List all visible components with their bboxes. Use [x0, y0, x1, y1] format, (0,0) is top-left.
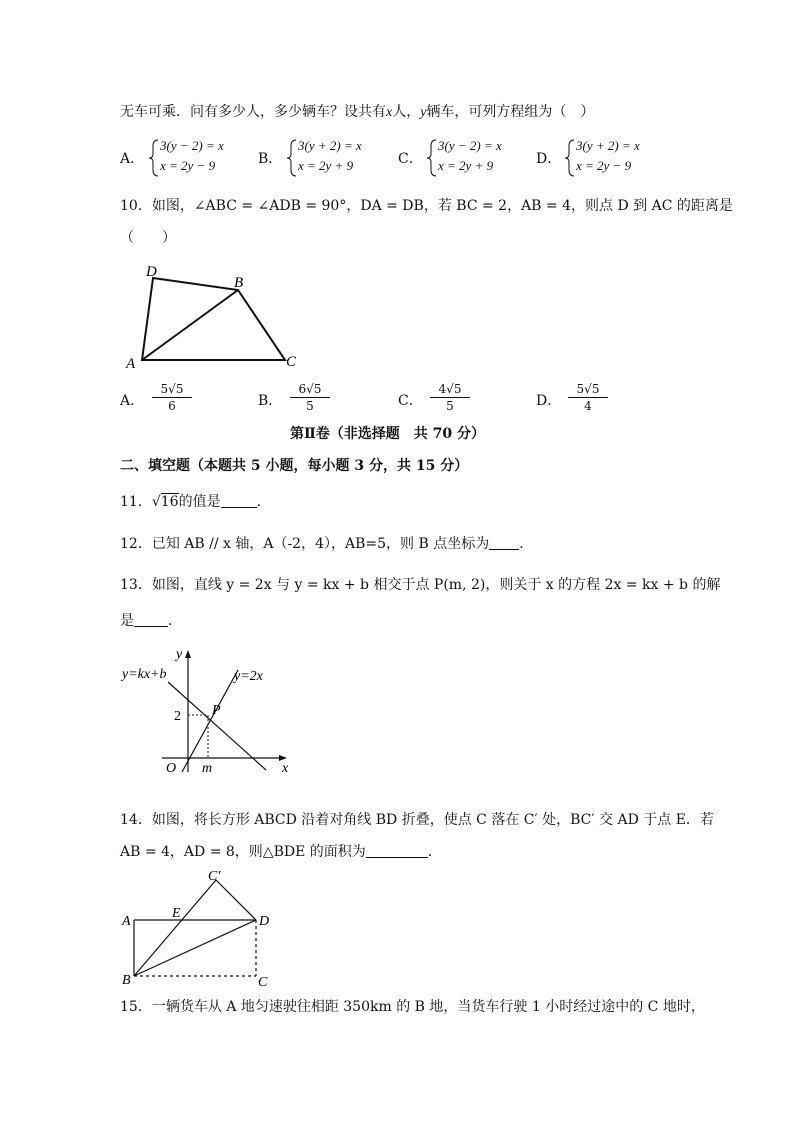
q10-label-d: D [146, 264, 157, 280]
q14-line-cprimed [216, 880, 256, 920]
q12: 12．已知 AB // x 轴，A（-2，4），AB=5，则 B 点坐标为 ． [120, 536, 534, 552]
q10-option-c-fraction: $\frac{4√5}{5}$ [430, 382, 470, 413]
q10-option-a-fraction: $\frac{5√5}{6}$ [152, 382, 192, 413]
q10-label-a: A [126, 356, 136, 372]
q10-stem: 10．如图，∠ABC = ∠ADB = 90°，DA = DB，若 BC = 2，AB = 4，则点 D 到 AC 的距离是 [120, 198, 733, 214]
q15: 15．一辆货车从 A 地匀速驶往相距 350km 的 B 地，当货车行驶 1 小时经过途中的 C 地时， [120, 999, 705, 1015]
q14-label-c: C [258, 975, 268, 990]
q12-answer-blank [489, 535, 519, 550]
brace-icon [148, 138, 160, 178]
q10-option-b-fraction: $\frac{6√5}{5}$ [290, 382, 330, 413]
q14-diagonal-bd [134, 920, 256, 976]
brace-icon [286, 138, 298, 178]
q14-label-b: B [122, 973, 131, 988]
q13-label-o: O [166, 761, 177, 776]
q10-paren: （ ） [120, 230, 176, 246]
q10-diagonal-ab [142, 290, 238, 360]
q10-figure [120, 258, 320, 373]
q10-label-b: B [234, 275, 244, 291]
section2-title: 第Ⅱ卷（非选择题 共 70 分） [290, 426, 486, 442]
q14-label-a: A [122, 914, 131, 929]
brace-icon [426, 138, 438, 178]
q9-stem: 无车可乘．问有多少人，多少辆车？设共有x人，y辆车，可列方程组为（ ） [120, 104, 595, 120]
q14-figure [120, 866, 280, 990]
q14-label-e: E [172, 906, 181, 921]
q13-label-m: m [202, 761, 213, 776]
q11-answer-blank [221, 493, 257, 508]
brace-icon [564, 138, 576, 178]
q14-answer-blank [366, 843, 428, 858]
q13-label-line-y2x: y=2x [234, 669, 263, 684]
q14-line-bcprime [134, 880, 216, 976]
q14-line2: AB = 4，AD = 8，则△BDE 的面积为 ． [120, 844, 442, 860]
q10-label-c: C [286, 354, 297, 370]
q14-label-d: D [259, 914, 270, 929]
section2-heading: 二、填空题（本题共 5 小题，每小题 3 分，共 15 分） [120, 458, 469, 474]
q13-line-ykxb [168, 682, 266, 770]
q13-label-y: y [176, 647, 183, 662]
q13-line1: 13．如图，直线 y = 2x 与 y = kx + b 相交于点 P(m, 2)，则关于 x 的方程 2x = kx + b 的解 [120, 577, 721, 593]
q14-label-cprime: C′ [208, 869, 221, 884]
q11: 11．√16的值是 ． [120, 494, 271, 510]
q13-line-y2x [182, 670, 238, 772]
q13-figure [120, 640, 300, 780]
q10-option-d-fraction: $\frac{5√5}{4}$ [568, 382, 608, 413]
q10-quadrilateral [142, 278, 285, 360]
q13-label-x: x [282, 761, 289, 776]
sqrt-icon: √ [151, 494, 161, 510]
q14-line1: 14．如图，将长方形 ABCD 沿着对角线 BD 折叠，使点 C 落在 C′ 处，BC′ 交 AD 于点 E．若 [120, 812, 714, 828]
q13-line2: 是 ． [120, 613, 182, 629]
q13-label-2: 2 [174, 709, 181, 724]
q13-label-line-ykxb: y=kx+b [122, 667, 167, 682]
q13-answer-blank [134, 612, 168, 627]
y-axis-arrow-icon [185, 650, 191, 658]
q13-label-p: P [212, 703, 221, 718]
